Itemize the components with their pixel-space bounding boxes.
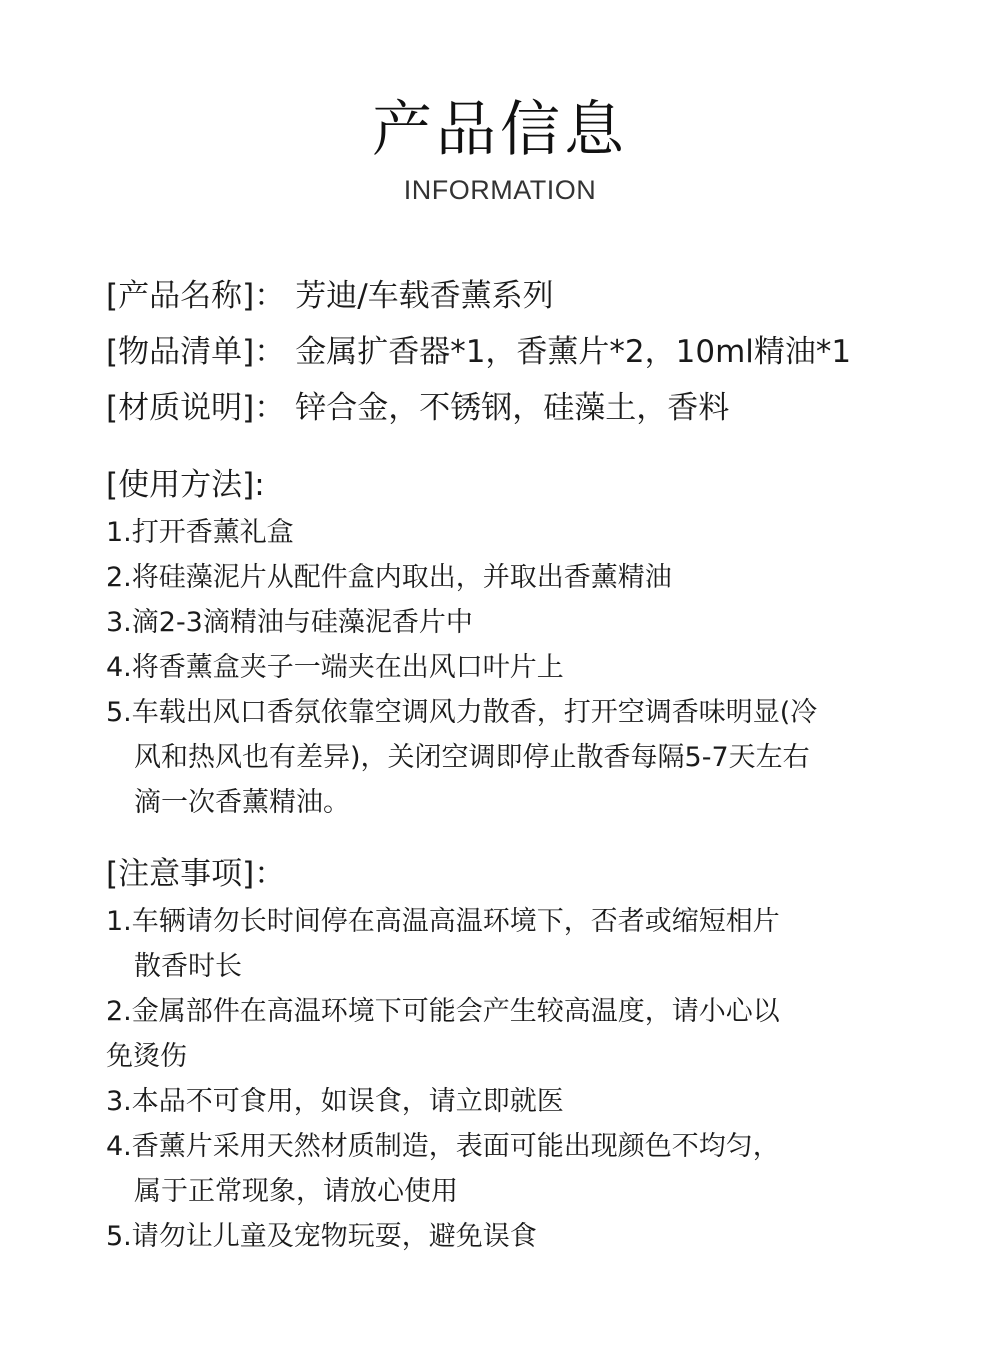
info-label: [材质说明]： bbox=[106, 390, 286, 426]
content bbox=[106, 268, 966, 1259]
usage-line: 4.将香薰盒夹子一端夹在出风口叶片上 bbox=[106, 652, 564, 683]
info-label: [物品清单]： bbox=[106, 334, 286, 370]
notes-line: 属于正常现象，请放心使用 bbox=[134, 1176, 458, 1207]
notes-line: 4.香薰片采用天然材质制造，表面可能出现颜色不均匀， bbox=[106, 1131, 780, 1162]
info-value: 金属扩香器*1，香薰片*2，10ml精油*1 bbox=[295, 334, 852, 370]
usage-line: 风和热风也有差异)，关闭空调即停止散香每隔5-7天左右 bbox=[134, 742, 810, 773]
notes-line: 1.车辆请勿长时间停在高温高温环境下，否者或缩短相片 bbox=[106, 906, 780, 937]
notes-line: 5.请勿让儿童及宠物玩耍，避免误食 bbox=[106, 1221, 537, 1252]
usage-line: 1.打开香薰礼盒 bbox=[106, 517, 294, 548]
notes-title: [注意事项]： bbox=[106, 856, 286, 892]
usage-section bbox=[106, 460, 966, 825]
notes-line: 2.金属部件在高温环境下可能会产生较高温度，请小心以 bbox=[106, 996, 780, 1027]
info-value: 锌合金，不锈钢，硅藻土，香料 bbox=[295, 390, 730, 426]
info-label: [产品名称]： bbox=[106, 278, 286, 314]
usage-line: 滴一次香薰精油。 bbox=[134, 787, 350, 818]
notes-line: 3.本品不可食用，如误食，请立即就医 bbox=[106, 1086, 564, 1117]
info-row-material bbox=[106, 380, 966, 436]
notes-section bbox=[106, 849, 966, 1259]
usage-line: 3.滴2-3滴精油与硅藻泥香片中 bbox=[106, 607, 473, 638]
notes-line: 散香时长 bbox=[134, 951, 242, 982]
info-row-product-name bbox=[106, 268, 966, 324]
page-title: 产品信息 bbox=[372, 95, 628, 165]
notes-line: 免烫伤 bbox=[106, 1041, 187, 1072]
page-subtitle: INFORMATION bbox=[403, 175, 597, 205]
info-row-item-list bbox=[106, 324, 966, 380]
usage-title: [使用方法]: bbox=[106, 467, 265, 503]
info-value: 芳迪/车载香薰系列 bbox=[295, 278, 554, 314]
usage-line: 2.将硅藻泥片从配件盒内取出，并取出香薰精油 bbox=[106, 562, 672, 593]
info-block bbox=[106, 268, 966, 436]
header bbox=[0, 94, 1000, 206]
usage-line: 5.车载出风口香氛依靠空调风力散香，打开空调香味明显(冷 bbox=[106, 697, 818, 728]
